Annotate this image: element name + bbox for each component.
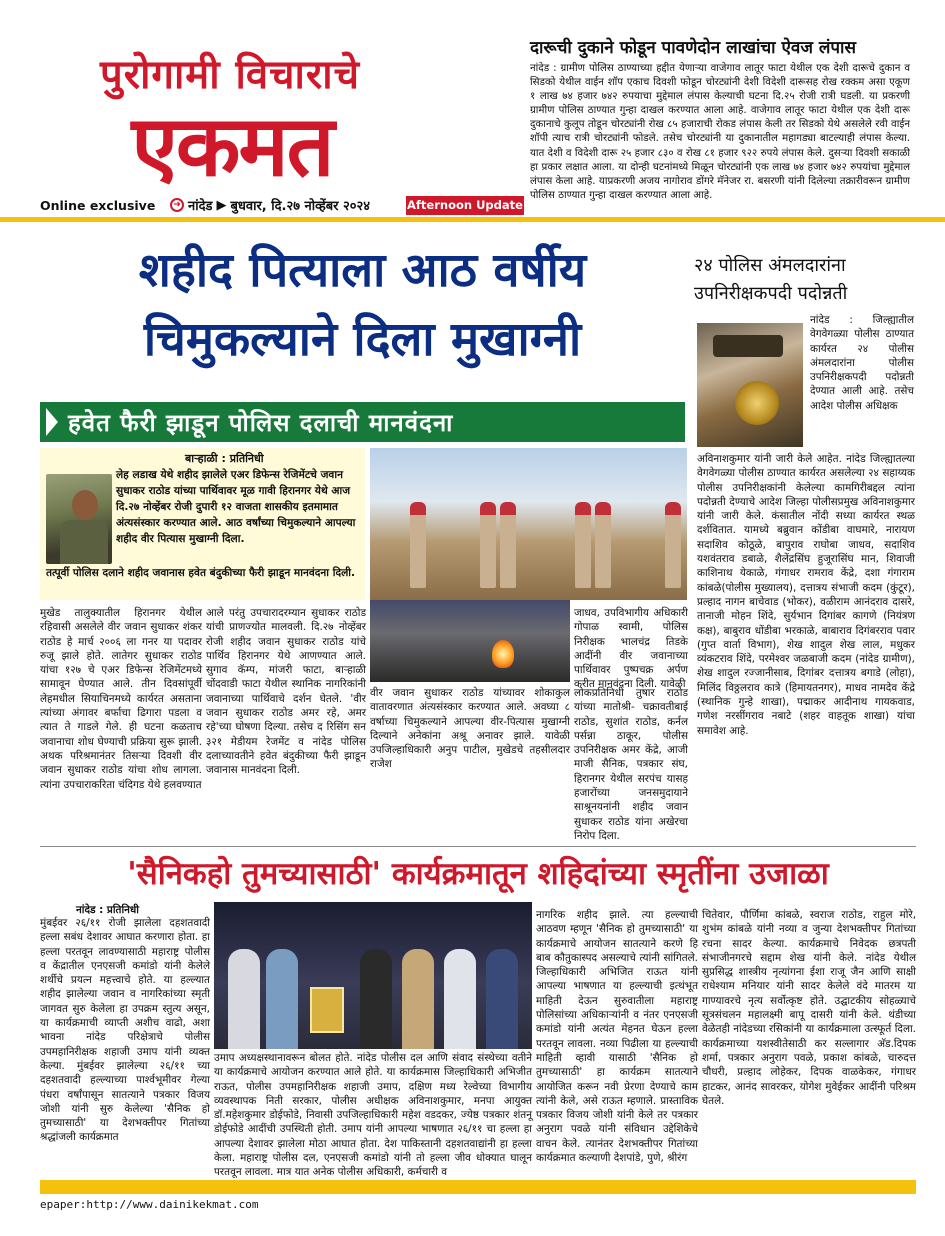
main-headline-line-2: चिमुकल्याने दिला मुखाग्नी [143,312,582,367]
top-story-headline: दारूची दुकाने फोडून पावणेदोन लाखांचा ऐवज लंपास [530,38,856,58]
person-figure [360,949,392,1049]
main-story-column-3: वीर जवान सुधाकर राठोड यांच्यावर शोकाकुल वातावरणात अंत्यसंस्कार करण्यात आले. अवघ्या ८ वर्षाच्या चिमुकल्याने आपल्या वीर-पित्यास मुखाग्नी दिल्याने अनेकांना अश्रू अनावर झाले. यावेळी उपजिल्हाधिकारी अनुप पाटील, मुखेडचे तहसीलदार राजेश [370,687,570,771]
soldier-figure [480,502,496,588]
second-story-column-3: नागरिक शहीद झाले. त्या हल्ल्याची आठवण म्हणून 'सैनिक हो तुमच्यासाठी' या कार्यक्रमाचे आयोजन सातत्याने करणे हि बाब कौतुकास्पद असल्याचे त्यांनी सांगितले. जिल्हाधिकारी अभिजित राऊत यांनी आपल्या भाषणात या हल्ल्याची इत्थंभूत माहिती देऊन सुरुवातीला महाराष्ट्र पोलिसांच्या अधिकाऱ्यांनी व नंतर एनएसजी कमांडो यांनी अत्यंत मेहनत घेऊन हल्ला परतवून लावला. नव्या पिढीला या हल्ल्याची माहिती व्हावी यासाठी 'सैनिक हो तुमच्यासाठी' हा कार्यक्रम सातत्याने आयोजित करून नवी प्रेरणा देण्याचे काम त्यांनी केले, असे राऊत म्हणाले. प्रास्ताविक पत्रकार विजय जोशी यांनी केले तर पत्रकार अनुराग पवळे यांनी संविधान उद्देशिकेचे वाचन केले. त्यानंतर देशभक्तीपर गितांच्या कार्यक्रमात कल्याणी देशपांडे, पुणे, श्रीरंग [536,909,698,1165]
person-figure [402,949,434,1049]
second-story-column-4: चितेवार, पौर्णिमा कांबळे, स्वराज राठोड, राहुल मोरे, शुभंम कांबळे यांनी नव्या व जुन्या देशभक्तीपर गितांच्या रचना सादर केल्या. कार्यक्रमाचे निवेदक छत्रपती संभाजीनगरचे सद्दाम शेख यांनी केले. नांदेड येथील सुप्रसिद्ध शास्त्रीय नृत्यांगना ईशा राजू जैन आणि साक्षी राधेश्याम मनियार यांनी सादर केलेले वंदे मातरम या गाण्यावरचे नृत्य सर्वोत्कृष्ट होते. उद्घाटकीय सोहळ्याचे सूत्रसंचलन महालक्ष्मी बापू दासरी यांनी केले. थंडीच्या वेळेतही नांदेडच्या रसिकांनी या कार्यक्रमाला उत्स्फूर्त दिला. कार्यक्रमाच्या यशस्वीतेसाठी कर सल्लागार अ‍ॅड.दिपक शर्मा, पत्रकार अनुराग पवळे, प्रकाश कांबळे, चारुदत्त चौधरी, प्रल्हाद लोहेकर, दिपक वाळकेकर, गंगाधर हाटकर, आनंद सावरकर, योगेश मुवेईकर आदींनी परिश्रम घेतले. [702,909,916,1107]
soldier-figure [595,502,611,588]
second-story-column-1: मुंबईवर २६/११ रोजी झालेला दहशतवादी हल्ला सबंध देशावर आघात करणारा होता. हा हल्ला परतवून लावण्यासाठी महाराष्ट्र पोलीस व केंद्रातील एनएसजी कमांडो यांनी केलेले शर्थीचे प्रयत्न महत्त्वाचे होते. या हल्ल्यात शहीद झालेल्या जवान व नागरिकांच्या स्मृती जागवत सुरु केलेला हा उपक्रम स्तुत्य असून, या कार्यक्रमाची व्याप्ती अशीच वाढो, अशा भावना नांदेड परिक्षेत्राचे पोलीस उपमहानिरीक्षक शहाजी उमाप यांनी व्यक्त केल्या. मुंबईवर झालेल्या २६/११ च्या दहशतवादी हल्ल्याच्या पार्श्वभूमीवर गेल्या पंधरा वर्षांपासून सातत्याने पत्रकार विजय जोशी यांनी सुरु केलेल्या 'सैनिक हो तुमच्यासाठी' या देशभक्तीपर गितांच्या श्रद्धांजली कार्यक्रमात [40,917,210,1144]
soldier-figure [410,502,426,588]
main-subheadline: हवेत फैरी झाडून पोलिस दलाची मानवंदना [68,408,454,437]
main-story-byline: बाऱ्हाळी : प्रतिनिधी [185,452,264,465]
person-figure [266,949,298,1049]
side-story-body: अविनाशकुमार यांनी जारी केले आहेत. नांदेड जिल्ह्यातल्या वेगवेगळ्या पोलीस ठाण्यात कार्यरत असलेल्या २४ सहाय्यक पोलीस उपनिरीक्षकांनी केलेल्या कामगिरीबद्दल त्यांना पदोन्नती देण्याचे आदेश जिल्हा पोलीसप्रमुख अविनाशकुमार यांनी जारी केले. कंसातील नोंदी सध्या कार्यरत स्थळ दर्शवितात. यामध्ये बब्रुवान कोंडीबा वाघमारे, नारायण सदाशिव कोठूळे, बापुराव राघोबा जाधव, सदाशिव यशवंतराव डबाळे, शैलेंद्रसिंघ हुजूरासिंघ मान, शिवाजी काशिनाथ येकाळे, गंगाधर रामराव केंद्रे, दशा गंगाराम कांबळे(पोलीस मुख्यालय), दत्तात्रय संभाजी कदम (कुंटूर), प्रल्हाद नागन बाचेवाड (भोकर), वळीराम आनंदराव दासरे, तानाजी मोहन शिंदे, सुर्यभान दिगांबर कागणे (नियंत्रण कक्ष), बाबुराव धोंडीबा भरकाळे, बाबाराव दिगंबरराव पवार (गुप्त वार्ता विभाग), शेख शादुल शेख लाल, मधुकर व्यंकटराव शिंदे, परमेश्वर जळबाजी कदम (नांदेड ग्रामीण), शेख शादुल रज्जानीसाब, दिगांबर दत्तात्रय बगाडे (लोहा), मिलिंद विठ्ठलराव कात्रे (हिमायतनगर), माधव नामदेव केंद्रे (स्थानिक गुन्हे शाखा), पद्माकर आदीनाथ गायकवाड, गणेश नरसींगराव नबाटे (शहर वाहतूक शाखा) यांचा समावेश आहे. [697,453,915,737]
memorial-frame-shape [310,987,344,1033]
section-divider [40,846,916,847]
police-badge-shape [735,381,779,425]
dateline [170,196,370,214]
second-story-column-2: उमाप अध्यक्षस्थानावरून बोलत होते. नांदेड पोलीस दल आणि संवाद संस्थेच्या वतीने या कार्यक्रमाचे आयोजन करण्यात आले होते. या कार्यक्रमास जिल्हाधिकारी अभिजीत राऊत, पोलीस उपमहानिरीक्षक शहाजी उमाप, दक्षिण मध्य रेल्वेच्या विभागीय व्यवस्थापक निती सरकार, पोलीस अधीक्षक अविनाशकुमार, मनपा आयुक्त डॉ.महेशकुमार डोईफोडे, निवासी उपजिल्हाधिकारी महेश वडदकर, ज्येष्ठ पत्रकार शंतनू डोईफोडे आदींची उपस्थिती होती. उमाप यांनी आपल्या भाषणात २६/११ चा हल्ला हा आपल्या देशावर झालेला मोठा आघात होता. देश पाकिस्तानी दहशतवाद्यांनी हा हल्ला केला. महाराष्ट्र पोलीस दल, एनएसजी कमांडो यांनी तो हल्ला जीव धोक्यात घालून परतवून लावला. मात्र यात अनेक पोलीस अधिकारी, कर्मचारी व [214,1052,532,1179]
funeral-pyre-photo [370,600,570,682]
soldier-portrait [46,474,112,564]
second-story-headline: 'सैनिकहो तुमच्यासाठी' कार्यक्रमातून शहिदांच्या स्मृतींना उजाळा [127,856,829,892]
header-divider [0,217,945,222]
second-story-byline: नांदेड : प्रतिनिधी [76,904,139,916]
side-story-lead: नांदेड : जिल्ह्यातील वेगवेगळ्या पोलीस ठाण्यात कार्यरत २४ पोलीस अंमलदारांना पोलीस उपनिरीक्षकपदी पदोन्नती देण्यात आली आहे. तसेच आदेश पोलीस अधिक्षक [810,314,914,412]
main-story-intro: लेह लडाख येथे शहीद झालेले एअर डिफेन्स रेजिमेंटचे जवान सुधाकर राठोड यांच्या पार्थिवावर मूळ गावी हिरानगर येथे आज दि.२७ नोव्हेंबर रोजी दुपारी १२ वाजता शासकीय इतमामात अंत्यसंस्कार करण्यात आले. आठ वर्षांच्या चिमुकल्याने आपल्या शहीद वीर पित्यास मुखाग्नी दिला. [116,469,356,546]
person-figure [486,949,518,1049]
masthead-logo: एकमत [131,97,333,195]
online-exclusive-label: Online exclusive [40,198,156,213]
main-story-column-5: लोकप्रतिनिधी तुषार राठोड यांच्या मातोश्री- चक्रावतीबाई राठोड, सुशांत राठोड, कर्नल पर्सन्ना ठाकूर, पोलीस उपनिरीक्षक अमर केंद्रे, आजी माजी सैनिक, पत्रकार संघ, हिरानगर येथील सरपंच यासह हजारोंच्या जनसमुदायाने साश्रूनयनांनी शहीद जवान सुधाकर राठोड यांना अखेरचा निरोप दिला. [574,687,688,842]
main-story-column-2: आले परंतु उपचारादरम्यान सुधाकर राठोड यांची प्राणज्योत मालवली. दि.२७ नोव्हेंबर रोजी शहीद जवान सुधाकर राठोड यांचे पार्थिव हिरानगर येथे आणण्यात आले. सुगाव कॅम्प, मांजरी फाटा, बाऱ्हाळी चोंदवाडी फाटा येथील स्थानिक नागरिकांनी जवानाच्या पार्थिवाचे दर्शन घेतले. 'वीर जवान सुधाकर राठोड अमर रहे, अमर रहे'च्या घोषणा दिल्या. तसेच द रिसिंग सन ३२१ मेडीयम रेजमेंट व नांदेड पोलिस दलाच्यावतीने हवेत बंदुकीच्या फैरी झाडून जवानास मानवंदना दिली. [206,607,366,777]
dateline-date: बुधवार, दि.२७ नोव्हेंबर २०२४ [230,199,371,214]
top-story-body: नांदेड : ग्रामीण पोलिस ठाण्याच्या हद्दीत येणाऱ्या वाजेगाव लातूर फाटा येथील एक देशी दारूचे दुकान व सिडको येथील वाईन शॉप एकाच दिवशी फोडून चोरट्यांनी देशी विदेशी दारूसह रोख रक्कम असा एकूण १ लाख ७४ हजार ७४२ रुपयाचा मुद्देमाल लंपास केल्याची घटना दि.२५ रोजी रात्री घडली. या प्रकरणी ग्रामीण पोलिस ठाण्यात गुन्हा दाखल करण्यात आला आहे. वाजेगाव लातूर फाटा येथील एक देशी दारू दुकानाचे कुलूप तोडून चोरट्यांनी रोख ८५ हजाराची रोकड लंपास केली तर सिडको येथे असलेले रवी वाईन शॉपी त्याच रात्री चोरट्यांनी फोडले. तसेच चोरट्यांनी या दुकानातील महागड्या बाटल्याही लंपास केल्या. यात देशी व विदेशी दारू २५ हजार ८३० व रोख ८१ हजार ९२२ रुपये लंपास केले. दुसऱ्या दिवशी सकाळी हा प्रकार लक्षात आला. या दोन्ही घटनांमध्ये मिळून चोरट्यांनी एक लाख ७४ हजार ७४२ रुपयांचा मुद्देमाल लंपास केला आहे. याप्रकरणी अजय नागोराव डोंगरे मॅनेजर रा. बसरणी यांनी दिलेल्या तक्रारीवरून ग्रामीण पोलिस ठाण्यात गुन्हा दाखल करण्यात आला आहे. [530,63,910,201]
police-officer-photo [697,323,803,447]
footer-bar [40,1180,916,1194]
fire-shape [492,640,514,668]
play-icon: ▶ [216,197,227,213]
parade-photo [370,448,687,600]
soldier-figure [500,502,516,588]
side-story-headline: २४ पोलिस अंमलदारांना उपनिरीक्षकपदी पदोन्नती [694,255,848,304]
main-subheadline-bar [40,402,685,442]
portrait-face-shape [72,490,98,520]
main-story-intro-continued: तत्पूर्वी पोलिस दलाने शहीद जवानास हवेत बंदुकीच्या फैरी झाडून मानवंदना दिली. [46,567,356,579]
dateline-place: नांदेड [188,199,213,214]
main-story-column-1: मुखेड तालुक्यातील हिरानगर येथील रहिवासी असलेले वीर जवान सुधाकर शंकर राठोड हे मार्च २००६ ला गनर या पदावर रुजू झाले होते. लातेगर सुधाकर राठोड यांचा १२७ चे एअर डिफेन्स रेजिमेंटमध्ये सामावून घेण्यात आले. तीन दिवसांपूर्वी लेहमधील सियाचिनमध्ये कार्यरत असताना त्यांच्या अंगावर बर्फाचा ढिगारा पडला व त्यात ते गाडले गेले. ही घटना कळताच जवानाचा शोध घेण्याची प्रक्रिया सुरू झाली. अथक परिश्रमानंतर तिसऱ्या दिवशी वीर जवान सुधाकर राठोड यांचा शोध लागला. त्यांना उपचाराकरिता चंदिगड येथे हलवण्यात [40,607,202,791]
masthead-tagline: पुरोगामी विचाराचे [99,52,360,98]
portrait-body-shape [60,520,108,564]
police-cap-shape [713,335,783,357]
main-headline-line-1: शहीद पित्याला आठ वर्षीय [138,243,587,298]
main-story-column-4: जाधव, उपविभागीय अधिकारी गोपाळ स्वामी, पोलिस निरीक्षक भालचंद्र तिडके आदींनी वीर जवानाच्या पार्थिवावर पुष्पचक्र अर्पण करीत मानवंदना दिली. यावेळी [574,607,688,691]
person-figure [444,949,476,1049]
person-figure [228,949,260,1049]
soldier-figure [575,502,591,588]
epaper-url[interactable]: epaper:http://www.dainikekmat.com [40,1198,259,1211]
soldier-figure [665,502,681,588]
edition-badge: Afternoon Update [406,196,524,215]
arrow-right-icon: ➜ [170,198,184,212]
event-stage-photo [214,902,532,1049]
chevron-right-icon [46,408,58,436]
